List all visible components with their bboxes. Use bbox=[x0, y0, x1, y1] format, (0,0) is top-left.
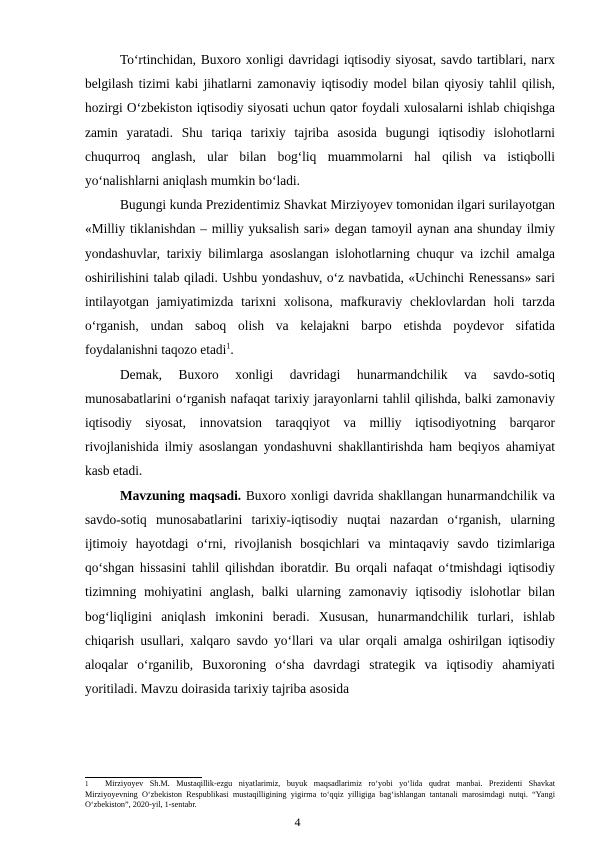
footnote-divider bbox=[85, 777, 202, 778]
footnote-mark: 1 bbox=[85, 780, 89, 788]
topic-label: Mavzuning maqsadi. bbox=[120, 487, 242, 503]
footnote bbox=[85, 779, 555, 811]
paragraph-3: Demak, Buxoro xonligi davridagi hunarmandchilik va savdo-sotiq munosabatlarini o‘rganish nafaqat tarixiy jarayonlarni tahlil qilishda, balki zamonaviy iqtisodiy siyosat, innovatsion taraqqiyot va milliy iqtisodiyotning barqaror rivojlanishida ilmiy asoslangan yondashuvni shakllantirishda ham beqiyos ahamiyat kasb etadi. bbox=[85, 366, 555, 479]
paragraph-topic bbox=[85, 484, 555, 702]
paragraph-1: To‘rtinchidan, Buxoro xonligi davridagi iqtisodiy siyosat, savdo tartiblari, narx belgilash tizimi kabi jihatlarni zamonaviy iqtisodiy model bilan qiyosiy tahlil qilish, hozirgi O‘zbekiston iqtisodiy siyosati uchun qator foydali xulosalarni ishlab chiqishga zamin yaratadi. Shu tariqa tarixiy tajriba asosida bugungi iqtisodiy islohotlarni chuqurroq anglash, ular bilan bog‘liq muammolarni hal qilish va istiqbolli yo‘nalishlarni aniqlash mumkin bo‘ladi. bbox=[85, 52, 555, 189]
paragraph-2: Bugungi kunda Prezidentimiz Shavkat Mirziyoyev tomonidan ilgari surilayotgan «Milliy tiklanishdan – milliy yuksalish sari» degan tamoyil aynan ana shunday ilmiy yondashuvlar, tarixiy bilimlarga asoslangan islohotlarning chuqur va izchil amalga oshirilishini talab qiladi. Ushbu yondashuv, o‘z navbatida, «Uchinchi Renessans» sari intilayotgan jamiyatimizda tarixni xolisona, mafkuraviy cheklovlardan holi tarzda o‘rganish, undan saboq olish va kelajakni barpo etishda poydevor sifatida foydalanishni taqozo etadi$^1$. bbox=[85, 197, 555, 358]
paragraph-2-text: Bugungi kunda Prezidentimiz Shavkat Mirziyoyev tomonidan ilgari surilayotgan «Milliy tiklanishdan – milliy yuksalish sari» degan tamoyil aynan ana shunday ilmiy yondashuvlar, tarixiy bilimlarga asoslangan islohotlarning chuqur va izchil amalga oshirilishini talab qiladi. Ushbu yondashuv, o‘z navbatida, «Uchinchi Renessans» sari intilayotgan jamiyatimizda tarixni xolisona, mafkuraviy cheklovlardan holi tarzda o‘rganish, undan saboq olish va kelajakni barpo etishda poydevor sifatida foydalanishni taqozo etadi bbox=[85, 197, 555, 358]
page-number: 4 bbox=[294, 815, 301, 829]
document-body bbox=[85, 48, 555, 701]
topic-text: Buxoro xonligi davrida shakllangan hunarmandchilik va savdo-sotiq munosabatlarini tarixiy-iqtisodiy nuqtai nazardan o‘rganish, ularning ijtimoiy hayotdagi o‘rni, rivojlanish bosqichlari va mintaqaviy savdo tizimlariga qo‘shgan hissasini tahlil qilishdan iboratdir. Bu orqali nafaqat o‘tmishdagi iqtisodiy tizimning mohiyatini anglash, balki ularning zamonaviy iqtisodiy islohotlar bilan bog‘liqligini aniqlash imkonini beradi. Xususan, hunarmandchilik turlari, ishlab chiqarish usullari, xalqaro savdo yo‘llari va ular orqali amalga oshirilgan iqtisodiy aloqalar o‘rganilib, Buxoroning o‘sha davrdagi strategik va iqtisodiy ahamiyati yoritiladi. Mavzu doirasida tarixiy tajriba asosida bbox=[85, 487, 555, 697]
footnote-text: Mirziyoyev Sh.M. Mustaqillik-ezgu niyatlarimiz, buyuk maqsadlarimiz ro‘yobi yo‘lida qudrat manbai. Prezidenti Shavkat Mirziyoyevning O‘zbekiston Respublikasi mustaqilligining yigirma to‘qqiz yilligiga bag‘ishlangan tantanali marosimdagi nutqi. “Yangi O‘zbekiston”, 2020-yil, 1-sentabr. bbox=[85, 779, 555, 810]
footnote-reference[interactable]: 1 bbox=[226, 341, 231, 351]
